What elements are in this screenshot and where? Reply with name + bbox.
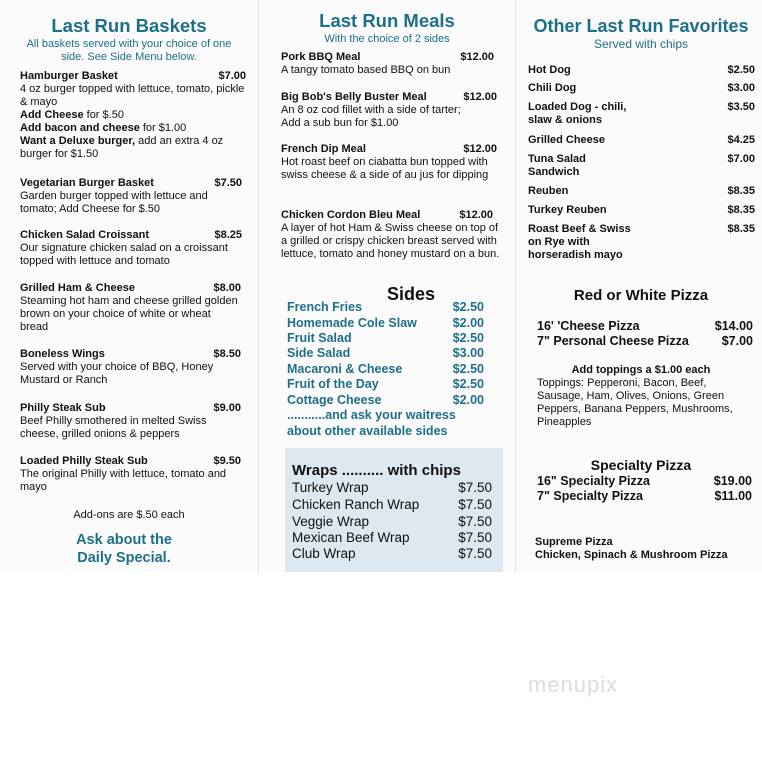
pizza-title: Red or White Pizza <box>573 287 709 304</box>
side-name: French Fries <box>287 300 363 314</box>
wrap-item <box>292 497 492 513</box>
side-item <box>287 331 484 346</box>
side-item <box>287 346 484 361</box>
item-desc: The original Philly with lettuce, tomato and mayo <box>20 468 227 493</box>
loaded-philly-item <box>20 455 241 494</box>
wrap-price: $7.50 <box>458 497 492 512</box>
item-desc: Beef Philly smothered in melted Swiss cheese, grilled onions & peppers <box>20 415 207 440</box>
favorites-title: Other Last Run Favorites <box>533 16 749 36</box>
item-price: $8.50 <box>213 348 241 360</box>
wrap-price: $7.50 <box>458 530 492 545</box>
wrap-item <box>292 546 492 562</box>
ham-cheese-item <box>20 282 241 334</box>
fav-item <box>528 82 755 95</box>
wrap-name: Veggie Wrap <box>292 514 370 529</box>
supreme-pizza <box>535 536 755 562</box>
item-price: $7.50 <box>214 177 242 189</box>
baskets-subtitle: All baskets served with your choice of one side. See Side Menu below. <box>26 38 232 63</box>
fav-item <box>528 64 755 77</box>
pizza-price: $7.00 <box>721 334 753 348</box>
specialty-title: Specialty Pizza <box>590 457 692 473</box>
wrap-price: $7.50 <box>458 480 492 495</box>
supreme-desc: Chicken, Spinach & Mushroom Pizza <box>535 549 728 561</box>
side-name: Side Salad <box>287 346 351 360</box>
sides-note-line <box>287 424 484 439</box>
french-dip-item <box>281 143 499 182</box>
item-name: Grilled Ham & Cheese <box>20 282 135 294</box>
fav-name: Reuben <box>528 185 569 197</box>
side-price: $2.50 <box>452 377 484 391</box>
side-item <box>287 393 484 408</box>
item-price: $9.50 <box>213 455 241 467</box>
item-desc: Hot roast beef on ciabatta bun topped with swiss cheese & a side of au jus for dipping <box>281 156 489 181</box>
fav-price: $7.00 <box>727 153 755 165</box>
item-desc: Our signature chicken salad on a croissant topped with lettuce and tomato <box>20 242 228 267</box>
addons-note: Add-ons are $.50 each <box>73 509 185 521</box>
addon-label: Add bacon and cheese <box>20 122 140 134</box>
side-name: Fruit Salad <box>287 331 352 345</box>
meals-subtitle: With the choice of 2 sides <box>324 33 450 45</box>
wrap-name: Mexican Beef Wrap <box>292 530 410 545</box>
side-name: Macaroni & Cheese <box>287 362 403 376</box>
wrap-price: $7.50 <box>458 514 492 529</box>
veggie-item <box>20 177 242 216</box>
item-name: French Dip Meal <box>281 143 366 155</box>
fav-price: $3.50 <box>727 101 755 113</box>
fav-name: Hot Dog <box>528 64 571 76</box>
wrap-name: Chicken Ranch Wrap <box>292 497 420 512</box>
side-price: $2.00 <box>452 316 484 330</box>
side-item <box>287 377 484 392</box>
specialty-list <box>537 474 752 504</box>
item-price: $7.00 <box>218 70 246 82</box>
favorites-subtitle: Served with chips <box>593 37 689 51</box>
big-bob-item <box>281 91 497 130</box>
fav-name: Chili Dog <box>528 82 577 94</box>
item-name: Hamburger Basket <box>20 70 118 82</box>
item-price: $8.00 <box>213 282 241 294</box>
side-name: Cottage Cheese <box>287 393 382 407</box>
side-price: $3.00 <box>452 346 484 360</box>
addon-text: for $1.00 <box>139 122 187 134</box>
fav-item <box>528 101 755 127</box>
special-line: Daily Special. <box>77 550 171 566</box>
fav-item <box>528 185 755 198</box>
fav-name: Grilled Cheese <box>528 134 606 146</box>
pork-bbq-item <box>281 51 494 77</box>
specialty-item <box>537 489 752 504</box>
fav-price: $8.35 <box>727 185 755 197</box>
specialty-name: 7" Specialty Pizza <box>537 489 643 503</box>
item-name: Philly Steak Sub <box>20 402 106 414</box>
specialty-item <box>537 474 752 489</box>
specialty-price: $11.00 <box>714 489 752 503</box>
sides-note-line <box>287 408 484 423</box>
side-name: Homemade Cole Slaw <box>287 316 417 330</box>
meals-title: Last Run Meals <box>319 10 455 31</box>
menupix-watermark: menupix <box>528 672 619 697</box>
pizza-name: 16' 'Cheese Pizza <box>537 319 640 333</box>
philly-item <box>20 402 241 441</box>
cordon-bleu-item <box>281 209 501 261</box>
wraps-title: Wraps .......... with chips <box>292 462 461 479</box>
toppings-list: Toppings: Pepperoni, Bacon, Beef, Sausage, Ham, Olives, Onions, Green Peppers, Banana Peppers, Mushrooms, Pineapples <box>537 377 733 428</box>
item-price: $9.00 <box>213 402 241 414</box>
fold-line-2 <box>515 0 516 572</box>
fav-price: $8.35 <box>727 223 755 235</box>
item-price: $12.00 <box>459 209 493 221</box>
item-desc: A layer of hot Ham & Swiss cheese on top of a grilled or crispy chicken breast served with lettuce, tomato and honey mustard on a bun. <box>281 222 500 260</box>
fav-price: $2.50 <box>727 64 755 76</box>
item-name: Loaded Philly Steak Sub <box>20 455 148 467</box>
addon-text: add an extra 4 oz burger for $1.50 <box>20 135 224 160</box>
pizza-item <box>537 319 753 334</box>
item-desc: A tangy tomato based BBQ on bun <box>281 64 451 76</box>
fav-item <box>528 153 755 179</box>
item-desc: Garden burger topped with lettuce and tomato; Add Cheese for $.50 <box>20 190 208 215</box>
daily-special <box>0 531 248 567</box>
fav-item <box>528 134 755 147</box>
sides-note: about other available sides <box>287 424 448 438</box>
item-name: Chicken Salad Croissant <box>20 229 149 241</box>
item-price: $12.00 <box>463 143 497 155</box>
wrap-name: Turkey Wrap <box>292 480 369 495</box>
item-desc: An 8 oz cod fillet with a side of tarter; <box>281 104 461 116</box>
fav-name: Tuna Salad Sandwich <box>528 153 586 178</box>
baskets-title: Last Run Baskets <box>51 15 207 36</box>
side-item <box>287 362 484 377</box>
fav-item <box>528 204 755 217</box>
addon-label: Add Cheese <box>20 109 84 121</box>
fav-name: Turkey Reuben <box>528 204 607 216</box>
side-item <box>287 300 484 315</box>
side-price: $2.50 <box>452 331 484 345</box>
specialty-price: $19.00 <box>713 474 752 488</box>
addon-label: Want a Deluxe burger, <box>20 135 136 147</box>
fav-item <box>528 223 755 262</box>
addon-text: for $.50 <box>83 109 124 121</box>
hamburger-item <box>20 70 246 161</box>
fav-price: $8.35 <box>727 204 755 216</box>
item-desc: Add a sub bun for $1.00 <box>281 117 399 129</box>
item-name: Big Bob's Belly Buster Meal <box>281 91 427 103</box>
sides-title: Sides <box>387 284 436 304</box>
wrap-item <box>292 480 492 496</box>
pizza-list <box>537 319 753 349</box>
supreme-name: Supreme Pizza <box>535 536 613 548</box>
fav-name: Loaded Dog - chili, slaw & onions <box>528 101 627 126</box>
chicken-salad-item <box>20 229 242 268</box>
side-name: Fruit of the Day <box>287 377 379 391</box>
fav-price: $3.00 <box>727 82 755 94</box>
item-price: $12.00 <box>460 51 494 63</box>
item-price: $8.25 <box>214 229 242 241</box>
wings-item <box>20 348 241 387</box>
pizza-name: 7" Personal Cheese Pizza <box>537 334 689 348</box>
special-line: Ask about the <box>76 532 172 548</box>
fav-price: $4.25 <box>727 134 755 146</box>
item-desc: 4 oz burger topped with lettuce, tomato, pickle & mayo <box>20 83 245 108</box>
item-name: Pork BBQ Meal <box>281 51 361 63</box>
wraps-section <box>285 448 503 572</box>
pizza-price: $14.00 <box>714 319 753 333</box>
wrap-item <box>292 530 492 546</box>
item-desc: Served with your choice of BBQ, Honey Mustard or Ranch <box>20 361 214 386</box>
item-name: Chicken Cordon Bleu Meal <box>281 209 421 221</box>
specialty-name: 16" Specialty Pizza <box>537 474 650 488</box>
pizza-item <box>537 334 753 349</box>
wrap-name: Club Wrap <box>292 546 356 561</box>
side-price: $2.50 <box>452 300 484 314</box>
item-name: Vegetarian Burger Basket <box>20 177 154 189</box>
fold-line-1 <box>258 0 259 572</box>
item-price: $12.00 <box>463 91 497 103</box>
side-price: $2.50 <box>452 362 484 376</box>
side-item <box>287 316 484 331</box>
item-desc: Steaming hot ham and cheese grilled golden brown on your choice of white or wheat bread <box>20 295 238 333</box>
wrap-item <box>292 514 492 530</box>
wrap-price: $7.50 <box>458 546 492 561</box>
side-price: $2.00 <box>452 393 484 407</box>
item-name: Boneless Wings <box>20 348 105 360</box>
toppings-title: Add toppings a $1.00 each <box>571 364 711 376</box>
sides-note: ...........and ask your waitress <box>287 408 456 422</box>
fav-name: Roast Beef & Swiss on Rye with horseradish mayo <box>528 223 631 261</box>
